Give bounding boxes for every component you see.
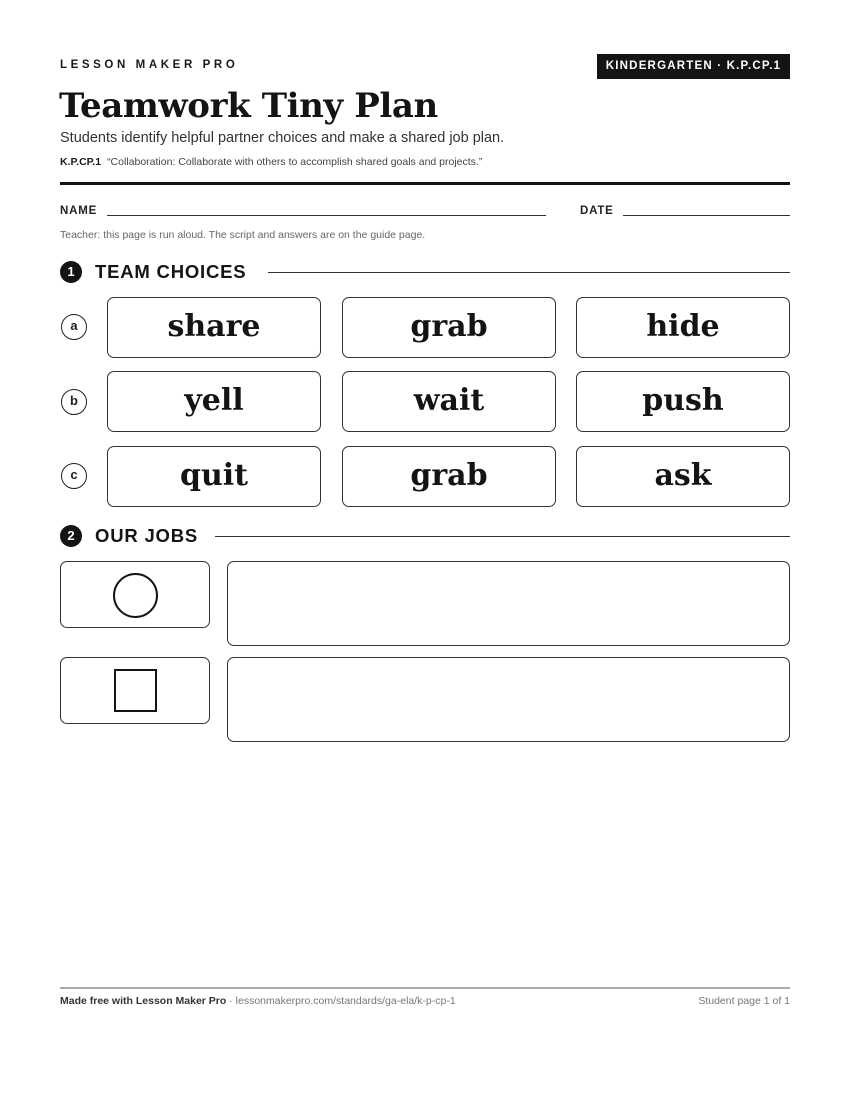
brand-name: LESSON MAKER PRO bbox=[60, 59, 239, 71]
section-divider bbox=[268, 272, 790, 273]
date-label: DATE bbox=[580, 205, 614, 217]
footer-url[interactable]: lessonmakerpro.com/standards/ga-ela/k-p-cp-1 bbox=[235, 995, 456, 1007]
teacher-note: Teacher: this page is run aloud. The script and answers are on the guide page. bbox=[60, 229, 426, 241]
footer-page-number: Student page 1 of 1 bbox=[698, 995, 790, 1007]
footer-made-with: Made free with Lesson Maker Pro bbox=[60, 995, 227, 1007]
section-number: 2 bbox=[60, 525, 82, 547]
square-icon bbox=[114, 669, 157, 712]
date-field[interactable] bbox=[623, 215, 790, 216]
section-team-choices bbox=[60, 260, 790, 284]
circle-icon bbox=[113, 573, 158, 618]
standard-text: “Collaboration: Collaborate with others to accomplish shared goals and projects.” bbox=[107, 156, 483, 168]
choice-card[interactable]: share bbox=[107, 297, 321, 358]
section-title: OUR JOBS bbox=[95, 525, 199, 546]
row-letter-a: a bbox=[61, 314, 87, 340]
name-label: NAME bbox=[60, 205, 98, 217]
choice-card[interactable]: grab bbox=[342, 297, 556, 358]
job-writing-box[interactable] bbox=[227, 657, 790, 742]
section-divider bbox=[215, 536, 790, 537]
choice-card[interactable]: push bbox=[576, 371, 790, 432]
grade-standard-badge: KINDERGARTEN · K.P.CP.1 bbox=[597, 54, 790, 79]
standard-code: K.P.CP.1 bbox=[60, 156, 102, 168]
page-subtitle: Students identify helpful partner choices and make a shared job plan. bbox=[60, 130, 505, 146]
section-number: 1 bbox=[60, 261, 82, 283]
job-icon-box bbox=[60, 657, 210, 724]
page-title: Teamwork Tiny Plan bbox=[59, 86, 438, 126]
standard-line bbox=[60, 156, 482, 168]
section-title: TEAM CHOICES bbox=[95, 261, 247, 282]
choice-card[interactable]: yell bbox=[107, 371, 321, 432]
job-writing-box[interactable] bbox=[227, 561, 790, 646]
header-divider bbox=[60, 182, 790, 185]
choice-card[interactable]: hide bbox=[576, 297, 790, 358]
choice-card[interactable]: ask bbox=[576, 446, 790, 507]
footer-credit bbox=[60, 995, 456, 1007]
choice-card[interactable]: quit bbox=[107, 446, 321, 507]
row-letter-c: c bbox=[61, 463, 87, 489]
job-icon-box bbox=[60, 561, 210, 628]
row-letter-b: b bbox=[61, 389, 87, 415]
footer-divider bbox=[60, 987, 790, 989]
choice-card[interactable]: wait bbox=[342, 371, 556, 432]
name-field[interactable] bbox=[107, 215, 546, 216]
choice-card[interactable]: grab bbox=[342, 446, 556, 507]
section-our-jobs bbox=[60, 524, 790, 548]
footer-separator: · bbox=[226, 995, 236, 1007]
